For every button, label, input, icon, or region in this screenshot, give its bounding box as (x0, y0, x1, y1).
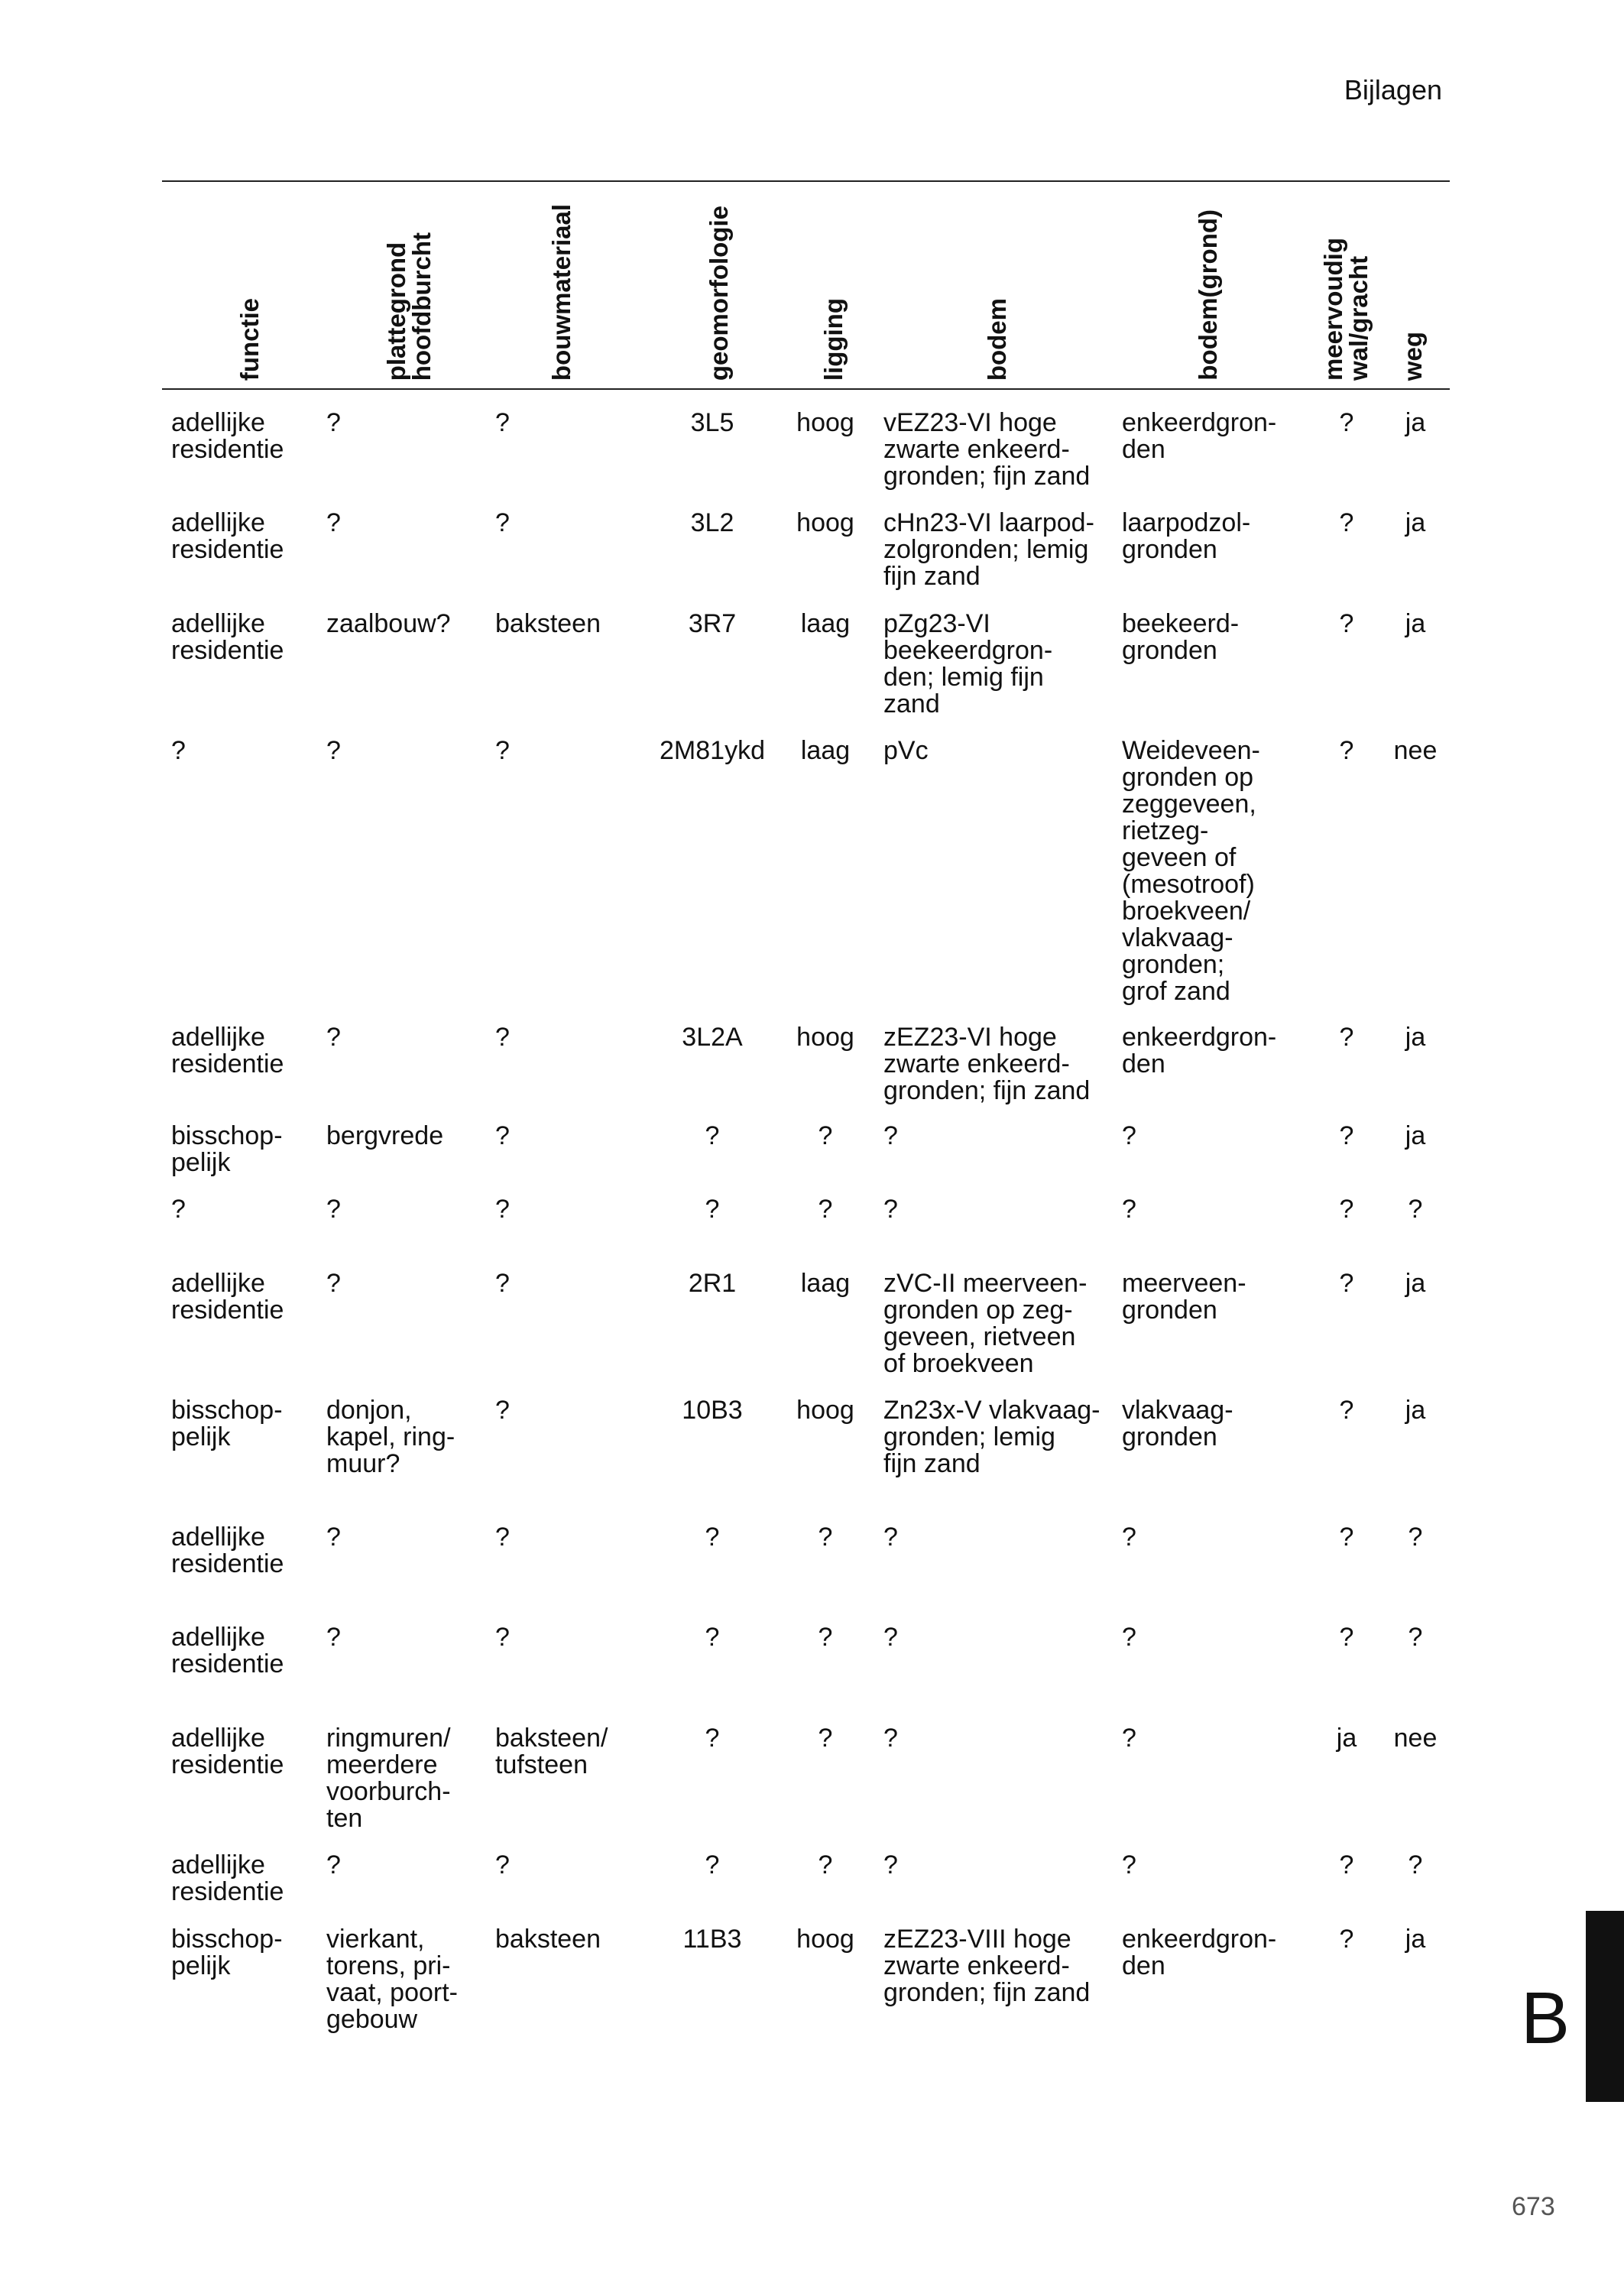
cell-bouwmateriaal: ? (495, 1396, 510, 1425)
cell-bodem-grond: ? (1122, 1724, 1136, 1753)
cell-ligging: laag (800, 1269, 851, 1298)
table-body (162, 399, 1450, 2034)
cell-bodem: zEZ23-VI hoge zwarte enkeerd- gronden; fijn zand (883, 1023, 1091, 1105)
cell-geomorfologie: ? (705, 1523, 720, 1552)
cell-functie: ? (171, 1195, 186, 1224)
page-number: 673 (1512, 2192, 1555, 2221)
cell-ligging: hoog (796, 408, 854, 437)
cell-geomorfologie: 3L2 (690, 508, 734, 537)
cell-weg: ja (1405, 508, 1426, 537)
cell-bouwmateriaal: ? (495, 1195, 510, 1224)
cell-functie: adellijke residentie (171, 408, 284, 464)
cell-bouwmateriaal: ? (495, 408, 510, 437)
cell-ligging: hoog (796, 1396, 854, 1425)
cell-bodem: pVc (883, 736, 929, 765)
cell-weg: ja (1405, 1121, 1426, 1150)
table-row (162, 727, 1450, 1014)
cell-bouwmateriaal: ? (495, 1850, 510, 1879)
cell-bouwmateriaal: ? (495, 508, 510, 537)
cell-bodem: Zn23x-V vlakvaag- gronden; lemig fijn zand (883, 1396, 1100, 1478)
cell-meervoudig-wal: ? (1339, 736, 1354, 765)
cell-bodem-grond: ? (1122, 1121, 1136, 1150)
cell-bodem: ? (883, 1121, 898, 1150)
cell-functie: bisschop- pelijk (171, 1925, 283, 1980)
cell-ligging: ? (818, 1724, 833, 1753)
table-row (162, 1185, 1450, 1260)
cell-bodem-grond: enkeerdgron- den (1122, 1925, 1277, 1980)
cell-bodem-grond: vlakvaag- gronden (1122, 1396, 1233, 1451)
cell-bodem-grond: ? (1122, 1523, 1136, 1552)
cell-weg: ? (1408, 1523, 1423, 1552)
header-plattegrond: plattegrond hoofdburcht (382, 232, 436, 381)
cell-meervoudig-wal: ? (1339, 1396, 1354, 1425)
header-ligging: ligging (819, 297, 848, 381)
cell-geomorfologie: 3R7 (688, 609, 737, 638)
cell-ligging: hoog (796, 1925, 854, 1954)
cell-plattegrond: ? (326, 1195, 341, 1224)
cell-meervoudig-wal: ? (1339, 408, 1354, 437)
cell-bouwmateriaal: ? (495, 1269, 510, 1298)
table-row (162, 1260, 1450, 1387)
cell-bodem: ? (883, 1623, 898, 1652)
cell-bodem-grond: ? (1122, 1195, 1136, 1224)
top-rule (162, 180, 1450, 182)
cell-bouwmateriaal: ? (495, 1523, 510, 1552)
cell-geomorfologie: 2M81ykd (660, 736, 765, 765)
header-meervoudig-wal: meervoudig wal/gracht (1319, 237, 1373, 381)
cell-geomorfologie: ? (705, 1195, 720, 1224)
header-geomorfologie: geomorfologie (705, 205, 733, 381)
cell-plattegrond: ? (326, 1850, 341, 1879)
cell-bodem-grond: ? (1122, 1850, 1136, 1879)
cell-ligging: hoog (796, 1023, 854, 1052)
cell-functie: ? (171, 736, 186, 765)
cell-functie: adellijke residentie (171, 1724, 284, 1779)
cell-bouwmateriaal: baksteen (495, 609, 601, 638)
cell-geomorfologie: 3L5 (690, 408, 734, 437)
cell-weg: ? (1408, 1850, 1423, 1879)
header-bodem: bodem (983, 297, 1011, 381)
cell-functie: adellijke residentie (171, 508, 284, 564)
cell-weg: nee (1393, 1724, 1438, 1753)
cell-meervoudig-wal: ? (1339, 1121, 1354, 1150)
cell-ligging: ? (818, 1850, 833, 1879)
cell-plattegrond: vierkant, torens, pri- vaat, poort- gebouw (326, 1925, 458, 2034)
cell-plattegrond: ? (326, 408, 341, 437)
cell-functie: adellijke residentie (171, 1850, 284, 1906)
cell-bodem: cHn23-VI laarpod- zolgronden; lemig fijn zand (883, 508, 1094, 591)
cell-bodem: ? (883, 1850, 898, 1879)
cell-geomorfologie: ? (705, 1121, 720, 1150)
cell-weg: ja (1405, 1396, 1426, 1425)
table-row (162, 1387, 1450, 1513)
cell-ligging: laag (800, 609, 851, 638)
cell-plattegrond: ? (326, 736, 341, 765)
cell-meervoudig-wal: ? (1339, 1195, 1354, 1224)
header-functie: functie (235, 297, 264, 381)
cell-functie: adellijke residentie (171, 1623, 284, 1678)
cell-geomorfologie: 11B3 (682, 1925, 742, 1954)
cell-bouwmateriaal: ? (495, 736, 510, 765)
cell-weg: ja (1405, 1269, 1426, 1298)
cell-meervoudig-wal: ? (1339, 508, 1354, 537)
table-row (162, 1915, 1450, 2034)
table-row (162, 1112, 1450, 1185)
cell-bodem: ? (883, 1724, 898, 1753)
table-row (162, 499, 1450, 600)
cell-bouwmateriaal: ? (495, 1121, 510, 1150)
cell-bodem-grond: enkeerdgron- den (1122, 1023, 1277, 1078)
cell-weg: ja (1405, 1023, 1426, 1052)
cell-plattegrond: ? (326, 508, 341, 537)
cell-ligging: ? (818, 1623, 833, 1652)
cell-plattegrond: zaalbouw? (326, 609, 451, 638)
cell-functie: bisschop- pelijk (171, 1121, 283, 1177)
cell-weg: nee (1393, 736, 1438, 765)
cell-weg: ja (1405, 408, 1426, 437)
header-bodem-grond: bodem(grond) (1194, 209, 1222, 381)
table-row (162, 1014, 1450, 1112)
cell-bodem-grond: Weideveen- gronden op zeggeveen, rietzeg- geveen of (mesotroof) broekveen/ vlakvaag- gronden; grof zand (1122, 736, 1260, 1006)
cell-bodem: zVC-II meerveen- gronden op zeg- geveen, rietveen of broekveen (883, 1269, 1088, 1378)
running-head: Bijlagen (1344, 74, 1442, 105)
cell-plattegrond: donjon, kapel, ring- muur? (326, 1396, 455, 1478)
cell-geomorfologie: ? (705, 1724, 720, 1753)
cell-meervoudig-wal: ? (1339, 1269, 1354, 1298)
cell-meervoudig-wal: ? (1339, 1023, 1354, 1052)
cell-bodem: ? (883, 1523, 898, 1552)
cell-bodem-grond: beekeerd- gronden (1122, 609, 1240, 665)
cell-ligging: hoog (796, 508, 854, 537)
cell-ligging: ? (818, 1121, 833, 1150)
cell-bodem: ? (883, 1195, 898, 1224)
cell-bouwmateriaal: baksteen/ tufsteen (495, 1724, 608, 1779)
cell-plattegrond: ? (326, 1269, 341, 1298)
cell-meervoudig-wal: ? (1339, 1925, 1354, 1954)
table-header (162, 191, 1450, 390)
cell-functie: adellijke residentie (171, 609, 284, 665)
table-row (162, 1714, 1450, 1841)
cell-bodem-grond: laarpodzol- gronden (1122, 508, 1251, 564)
cell-plattegrond: ? (326, 1023, 341, 1052)
cell-bodem: pZg23-VI beekeerdgron- den; lemig fijn zand (883, 609, 1053, 718)
cell-meervoudig-wal: ? (1339, 1623, 1354, 1652)
cell-functie: adellijke residentie (171, 1523, 284, 1578)
cell-bouwmateriaal: ? (495, 1623, 510, 1652)
cell-bouwmateriaal: ? (495, 1023, 510, 1052)
cell-functie: adellijke residentie (171, 1269, 284, 1325)
cell-geomorfologie: 10B3 (682, 1396, 743, 1425)
cell-geomorfologie: 3L2A (682, 1023, 743, 1052)
cell-meervoudig-wal: ? (1339, 1850, 1354, 1879)
cell-weg: ja (1405, 609, 1426, 638)
cell-bodem-grond: meerveen- gronden (1122, 1269, 1246, 1325)
cell-plattegrond: ringmuren/ meerdere voorburch- ten (326, 1724, 451, 1833)
cell-bodem: zEZ23-VIII hoge zwarte enkeerd- gronden; fijn zand (883, 1925, 1091, 2007)
cell-bodem: vEZ23-VI hoge zwarte enkeerd- gronden; fijn zand (883, 408, 1091, 491)
cell-bouwmateriaal: baksteen (495, 1925, 601, 1954)
section-tab-letter: B (1521, 1977, 1571, 2059)
section-tab (1586, 1911, 1624, 2102)
table-row (162, 1614, 1450, 1714)
cell-functie: bisschop- pelijk (171, 1396, 283, 1451)
table-row (162, 399, 1450, 499)
cell-geomorfologie: ? (705, 1623, 720, 1652)
cell-ligging: laag (800, 736, 851, 765)
table-row (162, 1513, 1450, 1614)
cell-meervoudig-wal: ? (1339, 609, 1354, 638)
cell-ligging: ? (818, 1523, 833, 1552)
cell-bodem-grond: enkeerdgron- den (1122, 408, 1277, 464)
cell-meervoudig-wal: ? (1339, 1523, 1354, 1552)
cell-plattegrond: bergvrede (326, 1121, 444, 1150)
cell-plattegrond: ? (326, 1523, 341, 1552)
cell-weg: ja (1405, 1925, 1426, 1954)
cell-plattegrond: ? (326, 1623, 341, 1652)
cell-weg: ? (1408, 1195, 1423, 1224)
cell-ligging: ? (818, 1195, 833, 1224)
cell-functie: adellijke residentie (171, 1023, 284, 1078)
cell-bodem-grond: ? (1122, 1623, 1136, 1652)
cell-geomorfologie: ? (705, 1850, 720, 1879)
header-weg: weg (1399, 331, 1427, 381)
cell-geomorfologie: 2R1 (688, 1269, 737, 1298)
table-row (162, 1841, 1450, 1915)
header-bouwmateriaal: bouwmateriaal (547, 203, 575, 381)
cell-weg: ? (1408, 1623, 1423, 1652)
cell-meervoudig-wal: ja (1336, 1724, 1357, 1753)
table-row (162, 600, 1450, 727)
